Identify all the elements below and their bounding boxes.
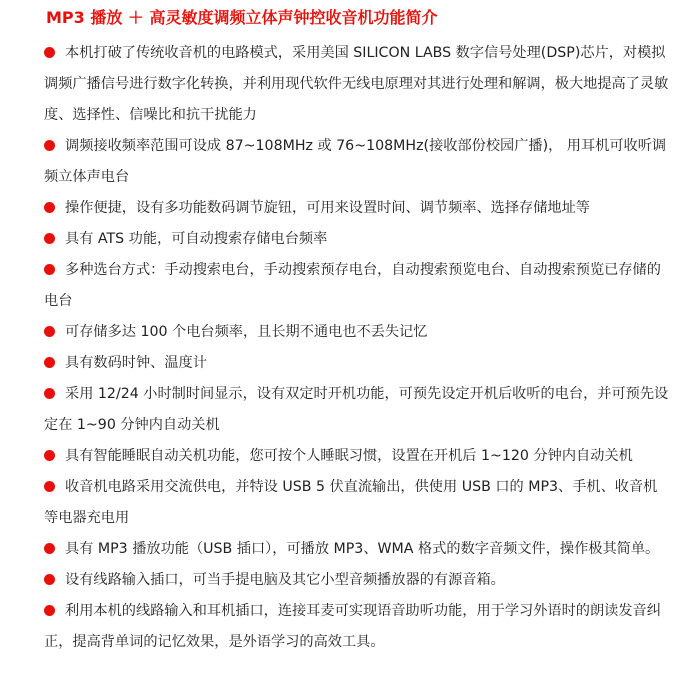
feature-item — [44, 596, 670, 658]
bullet-dot-icon — [44, 202, 55, 213]
feature-item — [44, 441, 670, 472]
bullet-dot-icon — [44, 605, 55, 616]
feature-item — [44, 348, 670, 379]
feature-text: 具有 MP3 播放功能（USB 插口），可播放 MP3、WMA 格式的数字音频文件，操作极其简单。 — [65, 541, 660, 557]
feature-item — [44, 379, 670, 441]
feature-text: 采用 12/24 小时制时间显示，设有双定时开机功能，可预先设定开机后收听的电台，并可预先设定在 1~90 分钟内自动关机 — [44, 386, 669, 433]
feature-item — [44, 255, 670, 317]
bullet-dot-icon — [44, 357, 55, 368]
bullet-dot-icon — [44, 264, 55, 275]
feature-text: 收音机电路采用交流供电，并特设 USB 5 伏直流输出，供使用 USB 口的 MP3、手机、收音机等电器充电用 — [44, 479, 658, 526]
feature-text: 可存储多达 100 个电台频率，且长期不通电也不丢失记忆 — [65, 324, 428, 340]
feature-item — [44, 38, 670, 131]
feature-text: 具有 ATS 功能，可自动搜索存储电台频率 — [65, 231, 328, 247]
feature-item — [44, 317, 670, 348]
feature-text: 本机打破了传统收音机的电路模式，采用美国 SILICON LABS 数字信号处理(DSP)芯片，对模拟调频广播信号进行数字化转换，并利用现代软件无线电原理对其进行处理和解调，极大地提高了灵敏度、选择性、信噪比和抗干扰能力 — [44, 45, 669, 123]
feature-text: 操作便捷，设有多功能数码调节旋钮，可用来设置时间、调节频率、选择存储地址等 — [65, 200, 590, 216]
bullet-dot-icon — [44, 233, 55, 244]
feature-list — [44, 38, 670, 658]
bullet-dot-icon — [44, 543, 55, 554]
feature-text: 利用本机的线路输入和耳机插口，连接耳麦可实现语音助听功能，用于学习外语时的朗读发音纠正，提高背单词的记忆效果，是外语学习的高效工具。 — [44, 603, 661, 650]
feature-text: 设有线路输入插口，可当手提电脑及其它小型音频播放器的有源音箱。 — [65, 572, 505, 588]
bullet-dot-icon — [44, 47, 55, 58]
bullet-dot-icon — [44, 574, 55, 585]
feature-item — [44, 224, 670, 255]
bullet-dot-icon — [44, 326, 55, 337]
feature-text: 具有数码时钟、温度计 — [65, 355, 207, 371]
feature-item — [44, 472, 670, 534]
feature-text: 多种选台方式：手动搜索电台，手动搜索预存电台，自动搜索预览电台、自动搜索预览已存储的电台 — [44, 262, 661, 309]
feature-text: 具有智能睡眠自动关机功能，您可按个人睡眠习惯，设置在开机后 1~120 分钟内自动关机 — [65, 448, 633, 464]
feature-item — [44, 131, 670, 193]
feature-item — [44, 565, 670, 596]
bullet-dot-icon — [44, 481, 55, 492]
feature-item — [44, 193, 670, 224]
bullet-dot-icon — [44, 450, 55, 461]
bullet-dot-icon — [44, 388, 55, 399]
bullet-dot-icon — [44, 140, 55, 151]
feature-text: 调频接收频率范围可设成 87~108MHz 或 76~108MHz(接收部份校园广播)， 用耳机可收听调频立体声电台 — [44, 138, 667, 185]
document-title: MP3 播放 ＋ 高灵敏度调频立体声钟控收音机功能简介 — [46, 8, 438, 27]
feature-item — [44, 534, 670, 565]
